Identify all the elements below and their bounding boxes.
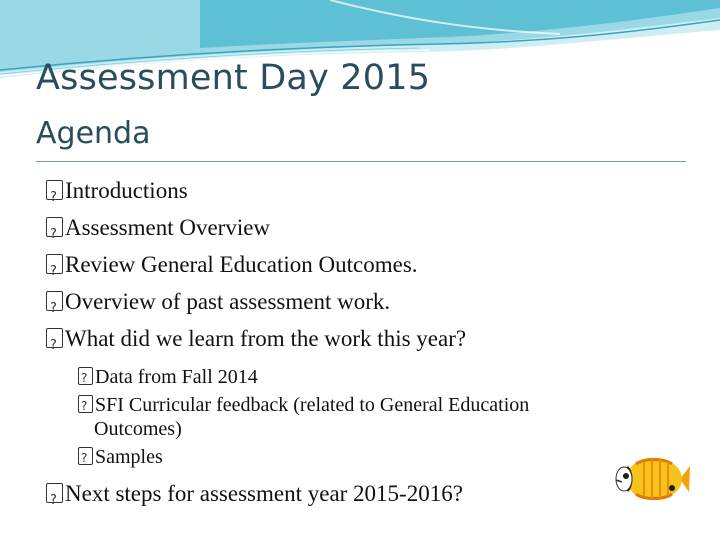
- butterflyfish-icon: [614, 454, 690, 504]
- list-item: ?Review General Education Outcomes.: [46, 246, 706, 283]
- sub-list-item: ?SFI Curricular feedback (related to General Education Outcomes): [46, 393, 706, 441]
- slide-title: Assessment Day 2015: [36, 58, 431, 98]
- missing-glyph-icon: [46, 180, 63, 200]
- list-item: ?Overview of past assessment work.: [46, 283, 706, 320]
- missing-glyph-icon: [46, 291, 63, 311]
- list-item: ?Next steps for assessment year 2015-2016?: [46, 475, 706, 512]
- slide-subtitle: Agenda: [36, 116, 151, 151]
- list-item: ?Assessment Overview: [46, 209, 706, 246]
- title-divider: [36, 161, 686, 162]
- sub-list-item: ?Samples: [46, 445, 706, 469]
- agenda-list: [46, 172, 706, 512]
- missing-glyph-icon: [46, 328, 63, 348]
- missing-glyph-icon: [78, 395, 93, 413]
- missing-glyph-icon: [78, 367, 93, 385]
- sub-list-item: ?Data from Fall 2014: [46, 365, 706, 389]
- missing-glyph-icon: [46, 254, 63, 274]
- missing-glyph-icon: [46, 483, 63, 503]
- list-item: ?What did we learn from the work this year?: [46, 320, 706, 357]
- list-item: ?Introductions: [46, 172, 706, 209]
- missing-glyph-icon: [78, 447, 93, 465]
- missing-glyph-icon: [46, 217, 63, 237]
